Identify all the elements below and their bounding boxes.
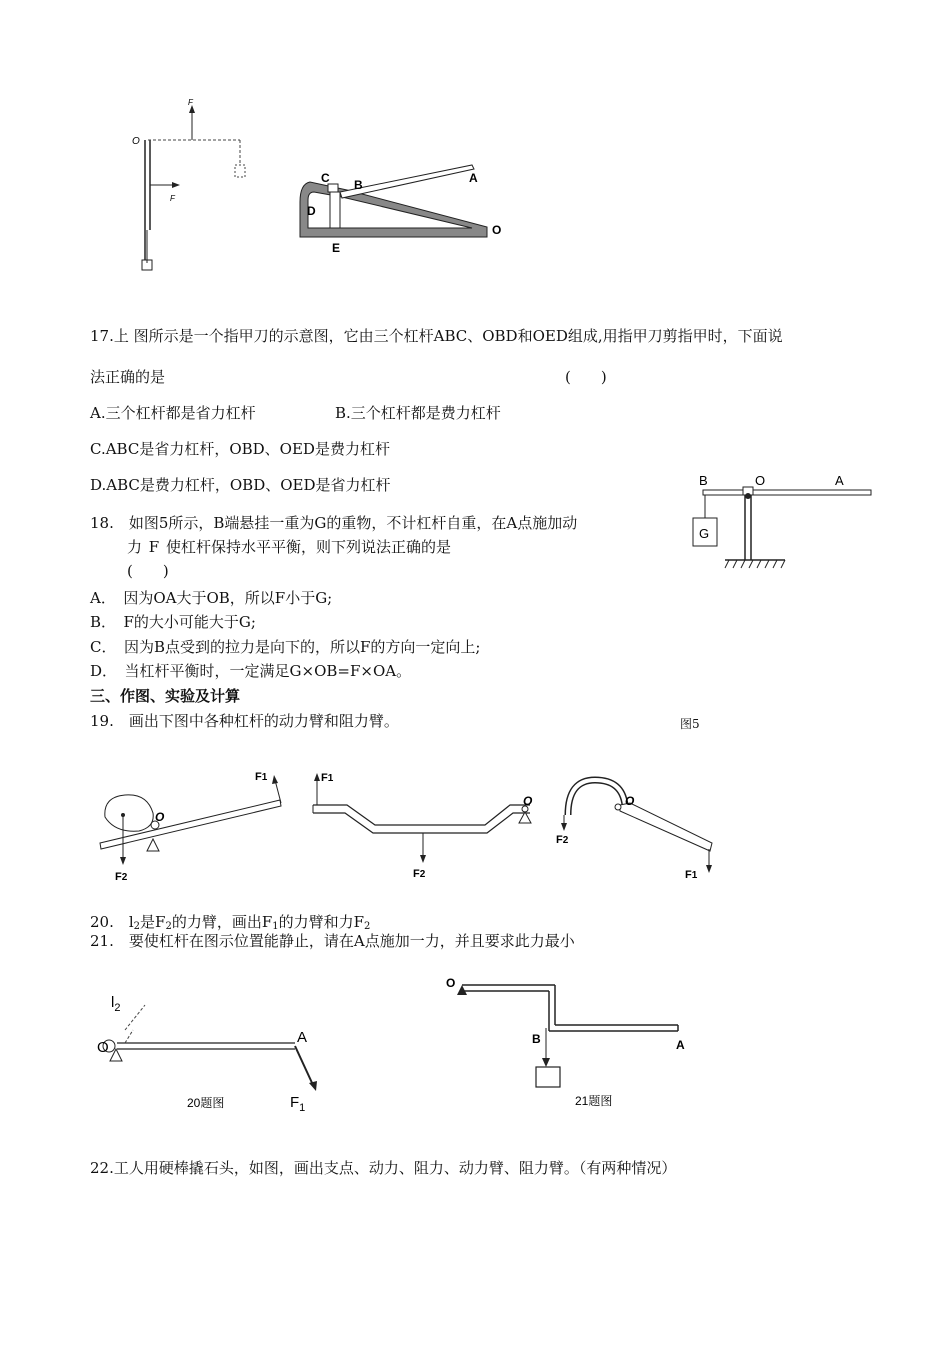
label-F2: F2 (413, 868, 426, 880)
label-F2: F2 (556, 834, 569, 846)
label-C: C (321, 171, 330, 185)
lever-vertical-figure (130, 95, 260, 275)
q21-figure (440, 975, 700, 1115)
q17-line2: 法正确的是 (90, 368, 166, 386)
label-F1: F1 (255, 771, 268, 783)
label-B: B (699, 473, 708, 488)
label-O: O (625, 794, 635, 808)
label-A: A (469, 171, 478, 185)
label-F-up: F (188, 98, 193, 107)
label-O: O (492, 223, 502, 237)
nail-clipper-figure (292, 162, 512, 257)
q20-figure-caption: 20题图 (187, 1096, 225, 1110)
label-A: A (676, 1038, 685, 1052)
q18-option-d: D． 当杠杆平衡时，一定满足G×OB=F×OA。 (90, 662, 412, 680)
q19-figure-2 (305, 765, 550, 885)
label-O: O (155, 810, 165, 824)
q17-option-b: B.三个杠杆都是费力杠杆 (335, 404, 501, 422)
label-O: O (755, 473, 766, 488)
q21-text: 21. 要使杠杆在图示位置能静止，请在A点施加一力，并且要求此力最小 (90, 932, 575, 950)
q17-option-c: C.ABC是省力杠杆，OBD、OED是费力杠杆 (90, 440, 390, 458)
q19-figure-3 (550, 765, 725, 890)
q18-lever-figure (685, 470, 875, 575)
label-l2: $l_2$ (111, 994, 121, 1014)
label-O: O (97, 1039, 109, 1056)
q21-figure-caption: 21题图 (575, 1094, 613, 1108)
q20-text: 20. $l_2$是$F_2$的力臂，画出$F_1$的力臂和力$F_2$ (90, 913, 371, 932)
q17-line1: 17.上 图所示是一个指甲刀的示意图，它由三个杠杆ABC、OBD和OED组成,用指甲刀剪指甲时，下面说 (90, 327, 783, 345)
figure5-caption: 图5 (680, 717, 700, 731)
q18-line1: 18. 如图5所示，B端悬挂一重为G的重物，不计杠杆自重，在A点施加动 (90, 514, 578, 532)
section-heading: 三、作图、实验及计算 (90, 687, 241, 705)
label-B: B (354, 178, 363, 192)
label-F2: F2 (115, 871, 128, 883)
q17-option-a: A.三个杠杆都是省力杠杆 (90, 404, 256, 422)
label-E: E (332, 241, 341, 255)
label-G: G (699, 526, 710, 541)
q19-text: 19. 画出下图中各种杠杆的动力臂和阻力臂。 (90, 712, 399, 730)
q19-figure-1 (95, 765, 295, 885)
q17-answer-paren: ( ) (565, 368, 607, 386)
q18-option-a: A． 因为OA大于OB，所以F小于G; (90, 589, 333, 607)
label-O: O (132, 136, 140, 147)
q18-option-b: B． F的大小可能大于G; (90, 613, 256, 631)
label-A: A (297, 1029, 308, 1046)
q18-line2: 力 F 使杠杆保持水平平衡，则下列说法正确的是 (127, 538, 451, 556)
q18-line3: ( ) (127, 562, 169, 580)
q18-option-c: C． 因为B点受到的拉力是向下的，所以F的方向一定向上; (90, 638, 481, 656)
label-F1: F1 (685, 869, 698, 881)
label-B: B (532, 1032, 541, 1046)
label-O: O (523, 794, 533, 808)
label-D: D (307, 204, 316, 218)
q20-figure (95, 985, 345, 1115)
label-F1: $F_1$ (290, 1094, 306, 1114)
q22-text: 22.工人用硬棒撬石头，如图，画出支点、动力、阻力、动力臂、阻力臂。（有两种情况） (90, 1159, 677, 1177)
label-O: O (446, 976, 456, 990)
label-F1: F1 (321, 772, 334, 784)
label-A: A (835, 473, 844, 488)
label-F-right: F (170, 194, 175, 203)
q17-option-d: D.ABC是费力杠杆，OBD、OED是省力杠杆 (90, 476, 391, 494)
